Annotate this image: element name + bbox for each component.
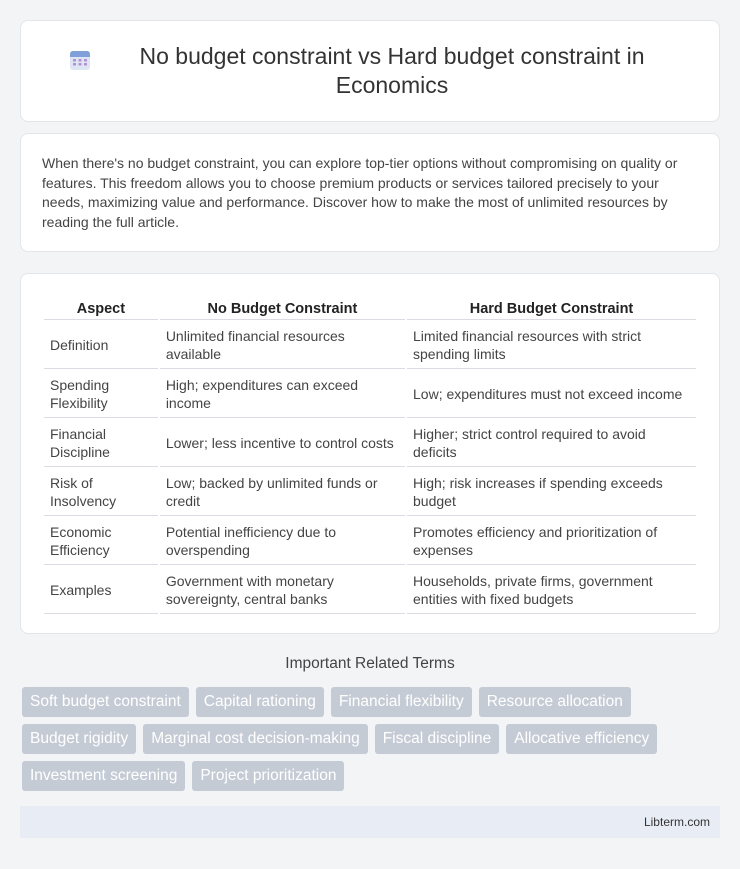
table-row xyxy=(44,469,696,516)
table-header-row xyxy=(44,298,696,320)
table-cell-hard-budget: Households, private firms, government entities with fixed budgets xyxy=(407,567,696,614)
table-cell-aspect: Definition xyxy=(44,322,158,369)
table-cell-no-budget: Low; backed by unlimited funds or credit xyxy=(160,469,405,516)
table-row xyxy=(44,420,696,467)
calendar-icon xyxy=(68,48,92,72)
related-term-tag[interactable]: Budget rigidity xyxy=(22,724,136,754)
table-cell-hard-budget: Promotes efficiency and prioritization of expenses xyxy=(407,518,696,565)
related-term-tag[interactable]: Investment screening xyxy=(22,761,185,791)
related-term-tag[interactable]: Resource allocation xyxy=(479,687,631,717)
table-cell-hard-budget: Limited financial resources with strict spending limits xyxy=(407,322,696,369)
related-terms-heading: Important Related Terms xyxy=(285,655,455,672)
table-cell-no-budget: High; expenditures can exceed income xyxy=(160,371,405,418)
intro-card xyxy=(20,133,720,252)
table-cell-no-budget: Unlimited financial resources available xyxy=(160,322,405,369)
column-header-hard-budget: Hard Budget Constraint xyxy=(407,298,696,320)
table-row xyxy=(44,567,696,614)
comparison-table xyxy=(42,296,698,616)
related-term-tag[interactable]: Financial flexibility xyxy=(331,687,472,717)
related-term-tag[interactable]: Soft budget constraint xyxy=(22,687,189,717)
table-cell-hard-budget: Higher; strict control required to avoid deficits xyxy=(407,420,696,467)
table-cell-no-budget: Potential inefficiency due to overspending xyxy=(160,518,405,565)
table-cell-aspect: Examples xyxy=(44,567,158,614)
table-cell-aspect: Risk of Insolvency xyxy=(44,469,158,516)
table-cell-hard-budget: Low; expenditures must not exceed income xyxy=(407,371,696,418)
table-cell-no-budget: Government with monetary sovereignty, central banks xyxy=(160,567,405,614)
column-header-no-budget: No Budget Constraint xyxy=(160,298,405,320)
table-cell-hard-budget: High; risk increases if spending exceeds budget xyxy=(407,469,696,516)
table-cell-no-budget: Lower; less incentive to control costs xyxy=(160,420,405,467)
title-row xyxy=(68,42,672,100)
related-terms-list xyxy=(22,687,722,798)
table-row xyxy=(44,371,696,418)
table-cell-aspect: Financial Discipline xyxy=(44,420,158,467)
related-term-tag[interactable]: Capital rationing xyxy=(196,687,324,717)
table-row xyxy=(44,518,696,565)
page-title: No budget constraint vs Hard budget constraint in Economics xyxy=(139,43,645,98)
table-cell-aspect: Spending Flexibility xyxy=(44,371,158,418)
footer-site-link[interactable]: Libterm.com xyxy=(643,815,710,829)
table-row xyxy=(44,322,696,369)
related-term-tag[interactable]: Fiscal discipline xyxy=(375,724,500,754)
comparison-card xyxy=(20,273,720,634)
footer xyxy=(20,806,720,838)
table-cell-aspect: Economic Efficiency xyxy=(44,518,158,565)
related-term-tag[interactable]: Marginal cost decision-making xyxy=(143,724,367,754)
title-card xyxy=(20,20,720,122)
related-term-tag[interactable]: Allocative efficiency xyxy=(506,724,657,754)
column-header-aspect: Aspect xyxy=(44,298,158,320)
intro-text: When there's no budget constraint, you can explore top-tier options without compromising on quality or features. This freedom allows you to choose premium products or services tailored precisely to your needs, maximizing value and performance. Discover how to make the most of unlimited resources by reading the full article. xyxy=(42,155,678,230)
related-term-tag[interactable]: Project prioritization xyxy=(192,761,344,791)
